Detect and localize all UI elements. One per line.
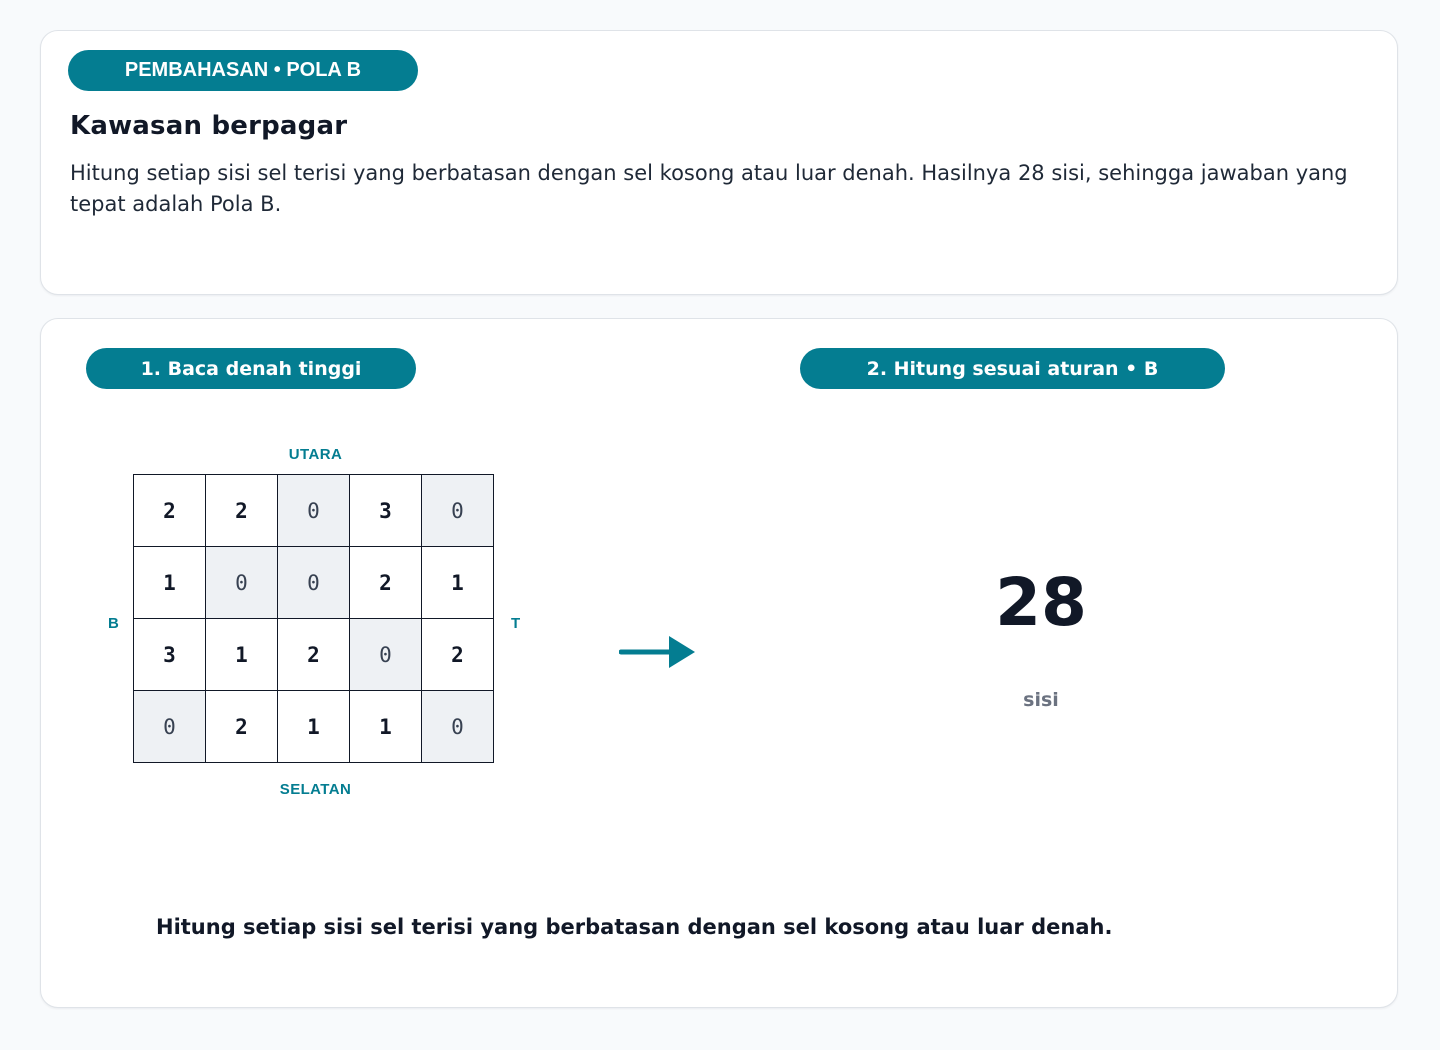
direction-north-label: UTARA [288, 446, 343, 463]
step2-label: 2. Hitung sesuai aturan • B [800, 348, 1225, 389]
grid-cell: 2 [422, 619, 494, 691]
grid-cell: 1 [278, 691, 350, 763]
grid-cell: 1 [422, 547, 494, 619]
grid-cell: 2 [350, 547, 422, 619]
explanation-title: Kawasan berpagar [70, 111, 348, 141]
height-map-grid [133, 474, 494, 763]
grid-cell: 2 [206, 691, 278, 763]
grid-cell: 0 [278, 547, 350, 619]
rule-footnote: Hitung setiap sisi sel terisi yang berbatasan dengan sel kosong atau luar denah. [156, 915, 1113, 939]
grid-row [134, 619, 494, 691]
grid-row [134, 691, 494, 763]
grid-cell: 1 [350, 691, 422, 763]
grid-row [134, 547, 494, 619]
grid-cell: 2 [134, 475, 206, 547]
arrow-right-icon [619, 633, 697, 671]
grid-cell: 2 [206, 475, 278, 547]
step1-label: 1. Baca denah tinggi [86, 348, 416, 389]
grid-cell: 3 [134, 619, 206, 691]
explanation-card [40, 30, 1398, 295]
direction-west-label: B [108, 615, 120, 632]
grid-cell: 0 [278, 475, 350, 547]
grid-cell: 1 [206, 619, 278, 691]
direction-east-label: T [511, 615, 521, 632]
grid-cell: 0 [206, 547, 278, 619]
grid-cell: 0 [134, 691, 206, 763]
grid-cell: 0 [422, 691, 494, 763]
grid-cell: 0 [422, 475, 494, 547]
result-value: 28 [995, 564, 1087, 641]
explanation-description: Hitung setiap sisi sel terisi yang berbatasan dengan sel kosong atau luar denah. Hasilnya 28 sisi, sehingga jawaban yang tepat adalah Pola B. [70, 161, 1348, 216]
direction-south-label: SELATAN [279, 781, 352, 798]
grid-cell: 0 [350, 619, 422, 691]
grid-cell: 3 [350, 475, 422, 547]
grid-row [134, 475, 494, 547]
result-unit: sisi [1023, 689, 1059, 711]
grid-cell: 1 [134, 547, 206, 619]
steps-card [40, 318, 1398, 1008]
grid-cell: 2 [278, 619, 350, 691]
pattern-badge: PEMBAHASAN • POLA B [68, 50, 418, 91]
